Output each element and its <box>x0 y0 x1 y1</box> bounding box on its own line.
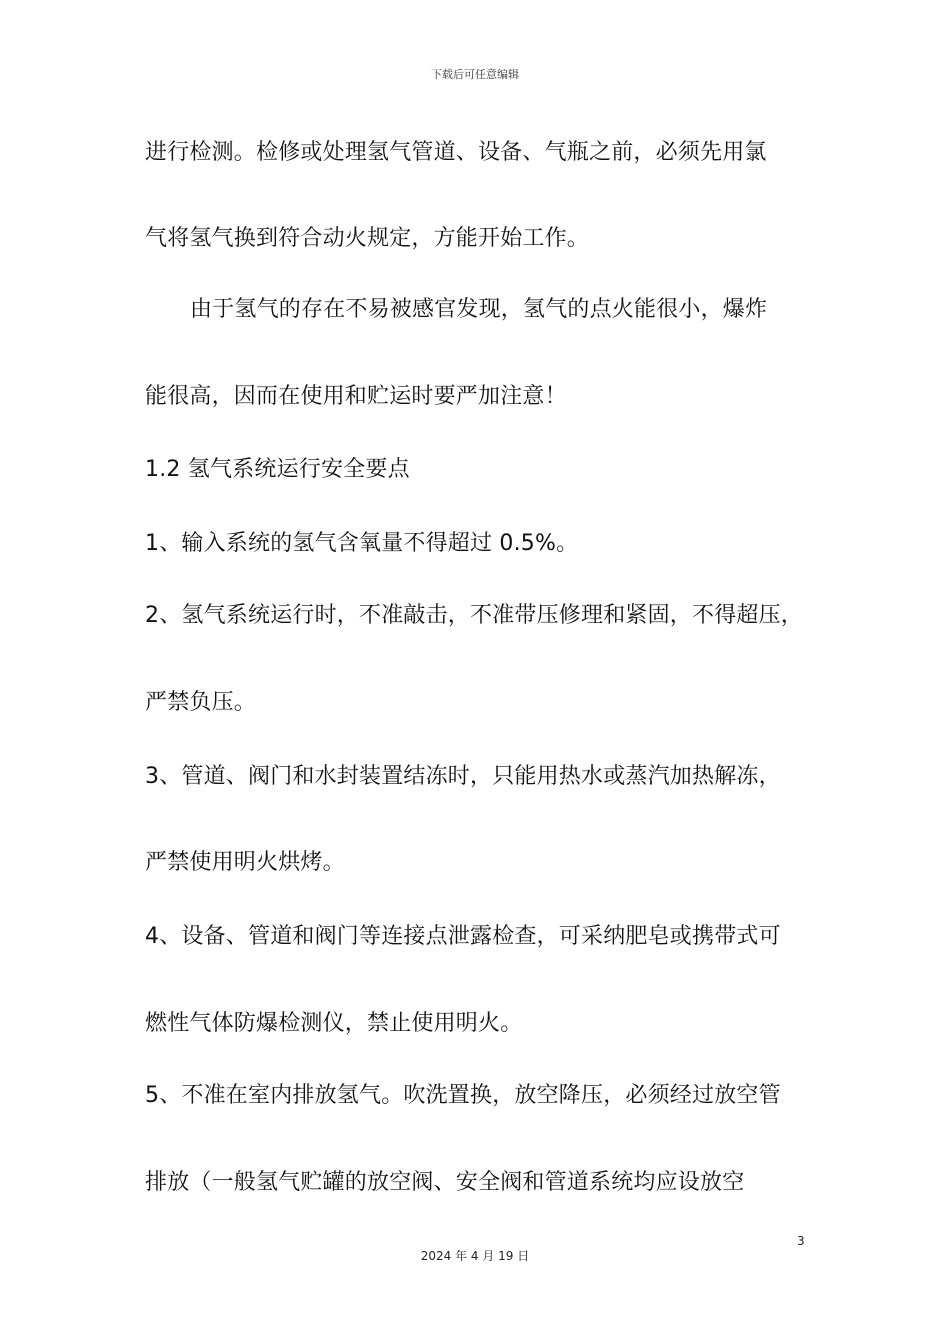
list-item-5-cont: 排放（一般氢气贮罐的放空阀、安全阀和管道系统均应设放空 <box>145 1170 745 1195</box>
list-item-5: 5、不准在室内排放氢气。吹洗置换，放空降压，必须经过放空管 <box>145 1083 781 1108</box>
list-item-3: 3、管道、阀门和水封装置结冻时，只能用热水或蒸汽加热解冻， <box>145 764 781 789</box>
list-item-1: 1、输入系统的氢气含氧量不得超过 0.5%。 <box>145 531 579 556</box>
section-heading: 1.2 氢气系统运行安全要点 <box>145 457 410 482</box>
list-item-4: 4、设备、管道和阀门等连接点泄露检查，可采纳肥皂或携带式可 <box>145 924 781 949</box>
list-item-4-cont: 燃性气体防爆检测仪，禁止使用明火。 <box>145 1011 523 1036</box>
body-line-2: 气将氢气换到符合动火规定，方能开始工作。 <box>145 226 590 251</box>
body-line-3: 由于氢气的存在不易被感官发现，氢气的点火能很小，爆炸 <box>190 297 768 322</box>
body-line-4: 能很高，因而在使用和贮运时要严加注意！ <box>145 384 567 409</box>
page-number: 3 <box>797 1234 805 1248</box>
list-item-3-cont: 严禁使用明火烘烤。 <box>145 850 345 875</box>
body-line-1: 进行检测。检修或处理氢气管道、设备、气瓶之前，必须先用氯 <box>145 140 767 165</box>
list-item-2: 2、氢气系统运行时，不准敲击，不准带压修理和紧固，不得超压， <box>145 603 803 628</box>
footer-date: 2024 年 4 月 19 日 <box>420 1249 530 1263</box>
list-item-2-cont: 严禁负压。 <box>145 690 257 715</box>
page-header: 下载后可任意编辑 <box>431 68 519 81</box>
